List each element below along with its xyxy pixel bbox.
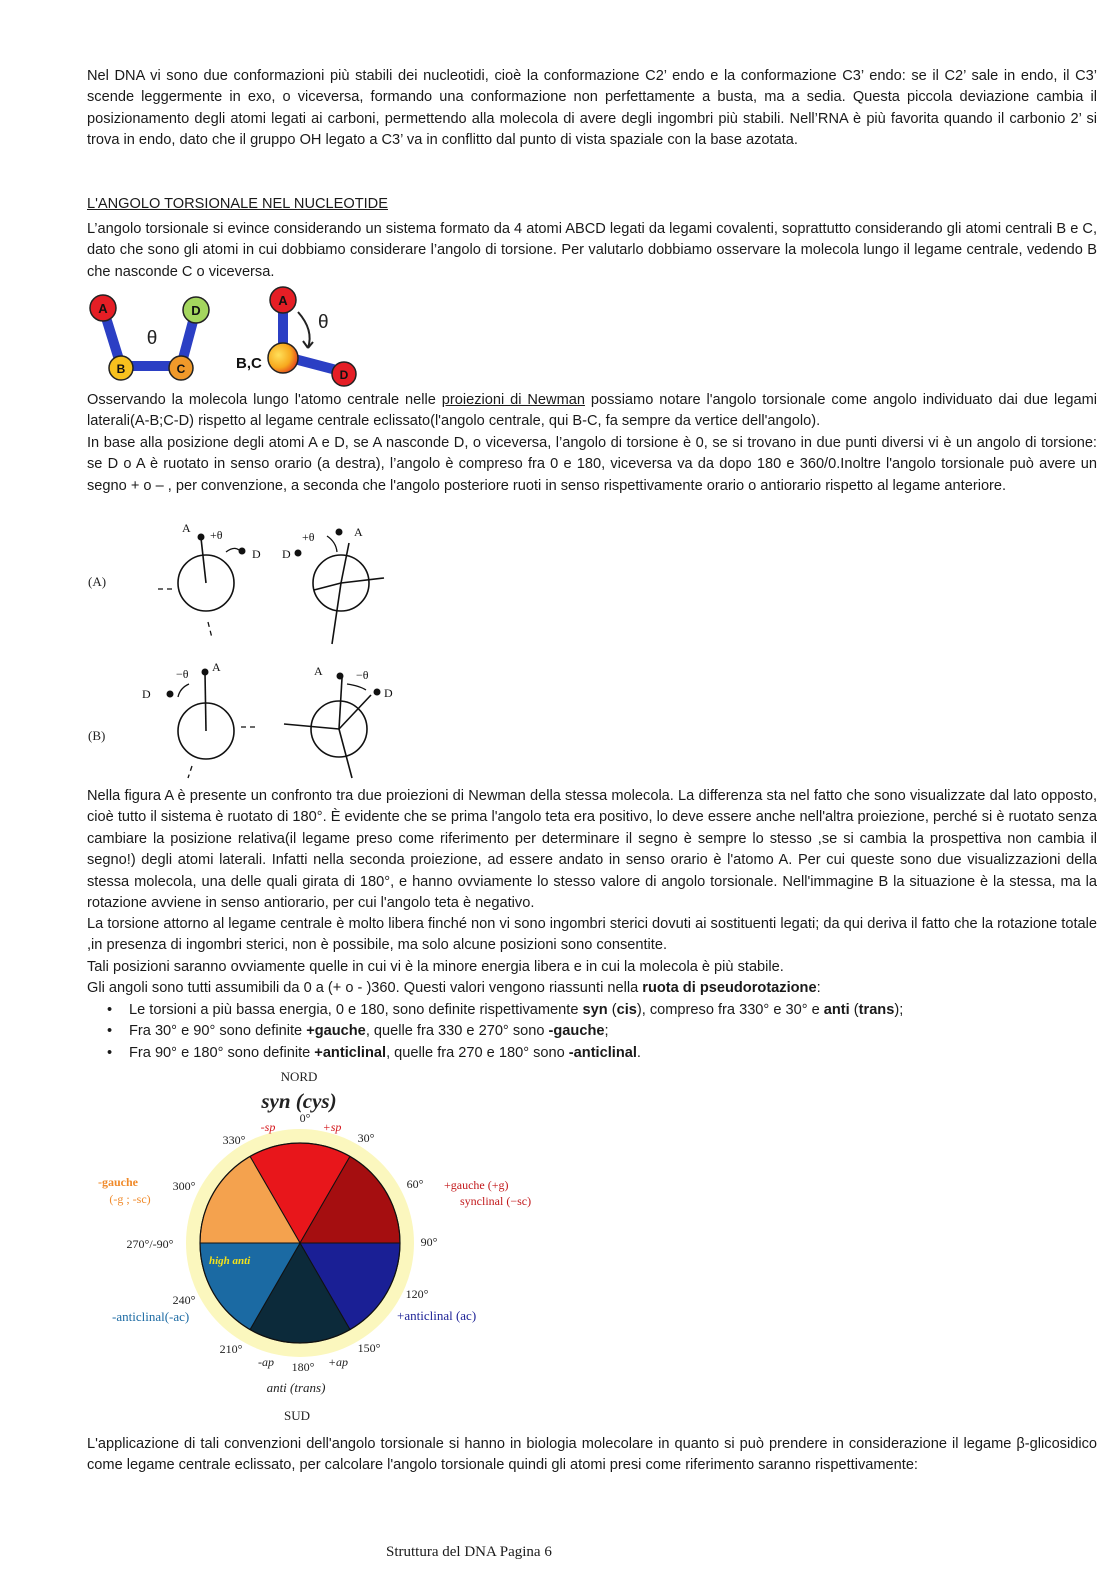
atom-c-label: C bbox=[176, 362, 186, 376]
list-item: • Fra 90° e 180° sono definite +anticlinal, quelle fra 270 e 180° sono -anticlinal. bbox=[129, 1043, 1116, 1064]
atom-d2-label: D bbox=[339, 368, 349, 382]
anti-label: anti (trans) bbox=[266, 1380, 326, 1395]
definition-paragraph: L’angolo torsionale si evince considerando un sistema formato da 4 atomi ABCD legati da legami covalenti, soprattutto considerando gli atomi centrali B e C, dato che sono gli atomi in cui dobbiamo considerare l’angolo di torsione. Per valutarlo dobbiamo osservare la molecola lungo il legame centrale, vedendo B che nasconde C o viceversa. bbox=[87, 221, 1097, 280]
deg-330-label: 330° bbox=[222, 1133, 246, 1147]
minus-gauche-label: -gauche bbox=[98, 1175, 138, 1189]
atom-a2-label: A bbox=[278, 293, 288, 308]
newman-a1-atom-d: D bbox=[252, 547, 261, 561]
newman-b2-minus-theta: −θ bbox=[356, 668, 369, 682]
newman-b1-atom-a: A bbox=[212, 660, 221, 674]
figure-a-paragraph: Nella figura A è presente un confronto tra due proiezioni di Newman della stessa molecola. La differenza sta nel fatto che sono visualizzate dal lato opposto, cioè tutto il sistema è ruotato di 180°. È evidente che se prima l'angolo teta era positivo, lo deve essere anche nell'altra proiezione, perché si è ruotato senza cambiare la posizione relativa(il legame preso come riferimento per determinare il segno è sempre lo stesso ,se si cambia la prospettiva non cambia il segno!) degli atomi laterali. Infatti nella seconda proiezione, ad essere andato in senso orario è l'atomo A. Per cui queste sono due visualizzazioni della stessa molecola, una delle quali girata di 180°, e hanno ovviamente lo stesso valore di angolo torsionale. Nell'immagine B la situazione è la stessa, ma la rotazione avviene in senso antiorario, per cui l'angolo teta è negativo. bbox=[87, 788, 1097, 912]
newman-b2-atom-d: D bbox=[384, 686, 393, 700]
newman-text-2: possiamo notare l'angolo torsionale come angolo individuato dai due legami laterali(A-B;C-D) rispetto al legame centrale eclissato(l'angolo centrale, qui B-C, fa sempre da vertice dell'angolo). bbox=[87, 392, 1097, 430]
newman-a1-plus-theta: +θ bbox=[210, 528, 223, 542]
sud-label: SUD bbox=[283, 1408, 311, 1423]
pseudorotation-wheel-term: ruota di pseudorotazione bbox=[642, 980, 817, 996]
angles-text-1: Gli angoli sono tutti assumibili da 0 a (+ o - )360. Questi valori vengono riassunti nella bbox=[87, 980, 643, 996]
newman-a2-plus-theta: +θ bbox=[302, 530, 315, 544]
minus-gauche-label-2: (-g ; -sc) bbox=[109, 1192, 151, 1206]
newman-paragraph bbox=[87, 390, 1097, 433]
deg-90-label: 90° bbox=[420, 1235, 438, 1249]
atom-d-label: D bbox=[191, 303, 201, 318]
section-heading: L'ANGOLO TORSIONALE NEL NUCLEOTIDE bbox=[87, 196, 388, 212]
atom-a-label: A bbox=[98, 301, 108, 316]
minus-ap-label: -ap bbox=[258, 1355, 274, 1369]
angles-text-2: : bbox=[816, 980, 821, 996]
deg-150-label: 150° bbox=[357, 1341, 381, 1355]
torsion-ball-figure bbox=[86, 286, 362, 388]
newman-b2-atom-a: A bbox=[314, 664, 323, 678]
theta-label-2: θ bbox=[318, 312, 329, 333]
deg-240-label: 240° bbox=[172, 1293, 196, 1307]
syn-label: syn (cys) bbox=[261, 1089, 337, 1113]
deg-210-label: 210° bbox=[219, 1342, 243, 1356]
closing-paragraph: L'applicazione di tali convenzioni dell'angolo torsionale si hanno in biologia molecolare in quanto si può prendere in considerazione il legame β-glicosidico come legame centrale eclissato, per calcolare l'angolo torsionale quindi gli atomi presi come riferimento saranno rispettivamente: bbox=[87, 1436, 1097, 1474]
deg-180-label: 180° bbox=[291, 1360, 315, 1374]
positions-paragraph: Tali posizioni saranno ovviamente quelle in cui vi è la minore energia libera e in cui la molecola è più stabile. bbox=[87, 959, 784, 975]
intro-paragraph: Nel DNA vi sono due conformazioni più stabili dei nucleotidi, cioè la conformazione C2’ endo e la conformazione C3’ endo: se il C2’ sale in endo, il C3’ scende leggermente in exo, o viceversa, formando una conformazione non perfettamente a busta, ma a sedia. Questa piccola deviazione cambia il posizionamento degli atomi legati ai carboni, permettendo alla molecola di avere degli ingombri più stabili. Nell’RNA è più favorita quando il carbonio 2’ si trova in endo, dato che il gruppo OH legato a C3’ va in conflitto dal punto di vista spaziale con la base azotata. bbox=[87, 68, 1097, 149]
newman-a1-atom-a: A bbox=[182, 521, 191, 535]
angles-paragraph bbox=[87, 978, 1097, 999]
figure-label-a: (A) bbox=[88, 574, 107, 589]
sign-paragraph: In base alla posizione degli atomi A e D, se A nasconde D, o viceversa, l’angolo di torsione è 0, se si trovano in due punti diversi vi è un angolo di torsione: se D o A è ruotato in senso orario (a destra), l’angolo è compreso fra 0 e 180, viceversa va da dopo 180 e 360/0.Inoltre l'angolo torsionale può avere un segno + o – , per convenzione, a seconda che l'angolo posteriore ruoti in senso rispettivamente orario o antiorario rispetto al legame anteriore. bbox=[87, 435, 1097, 494]
deg-30-label: 30° bbox=[357, 1131, 375, 1145]
newman-text-1: Osservando la molecola lungo l'atomo centrale nelle bbox=[87, 392, 442, 408]
plus-gauche-label: +gauche (+g) bbox=[444, 1178, 509, 1192]
figure-label-b: (B) bbox=[88, 728, 106, 743]
plus-anticlinal-label: +anticlinal (ac) bbox=[397, 1308, 477, 1323]
high-anti-label: high anti bbox=[209, 1255, 251, 1267]
page-footer: Struttura del DNA Pagina 6 bbox=[386, 1544, 552, 1560]
deg-60-label: 60° bbox=[406, 1177, 424, 1191]
deg-0-label: 0° bbox=[299, 1111, 311, 1125]
newman-b1-minus-theta: −θ bbox=[176, 667, 189, 681]
bc-label: B,C bbox=[236, 355, 262, 372]
atom-bc-ball bbox=[268, 343, 298, 373]
pseudorotation-wheel-figure bbox=[100, 1068, 560, 1428]
newman-a2-atom-a: A bbox=[354, 525, 363, 539]
plus-ap-label: +ap bbox=[327, 1355, 349, 1369]
torsion-paragraph: La torsione attorno al legame centrale è molto libera finché non vi sono ingombri sterici dovuti ai sostituenti legati; da qui deriva il fatto che la rotazione totale ,in presenza di ingombri sterici, non è possibile, ma solo alcune posizioni sono consentite. bbox=[87, 916, 1097, 954]
theta-label: θ bbox=[146, 328, 158, 349]
synclinal-label: synclinal (−sc) bbox=[460, 1194, 532, 1208]
minus-sp-label: -sp bbox=[260, 1120, 276, 1134]
newman-b1-atom-d: D bbox=[142, 687, 151, 701]
plus-sp-label: +sp bbox=[322, 1120, 342, 1134]
newman-a2-atom-d: D bbox=[282, 547, 291, 561]
deg-270-label: 270°/-90° bbox=[126, 1237, 174, 1251]
conformation-list bbox=[87, 1000, 1116, 1064]
list-item: • Le torsioni a più bassa energia, 0 e 180, sono definite rispettivamente syn (cis), compreso fra 330° e 30° e anti (trans); bbox=[129, 1000, 1116, 1021]
nord-label: NORD bbox=[280, 1069, 318, 1084]
newman-projections-figure bbox=[84, 516, 414, 786]
list-item: • Fra 30° e 90° sono definite +gauche, quelle fra 330 e 270° sono -gauche; bbox=[129, 1021, 1116, 1042]
deg-120-label: 120° bbox=[405, 1287, 429, 1301]
newman-projection-link: proiezioni di Newman bbox=[441, 392, 585, 408]
atom-b-label: B bbox=[116, 362, 126, 376]
deg-300-label: 300° bbox=[172, 1179, 196, 1193]
minus-anticlinal-label: -anticlinal(-ac) bbox=[112, 1309, 190, 1324]
